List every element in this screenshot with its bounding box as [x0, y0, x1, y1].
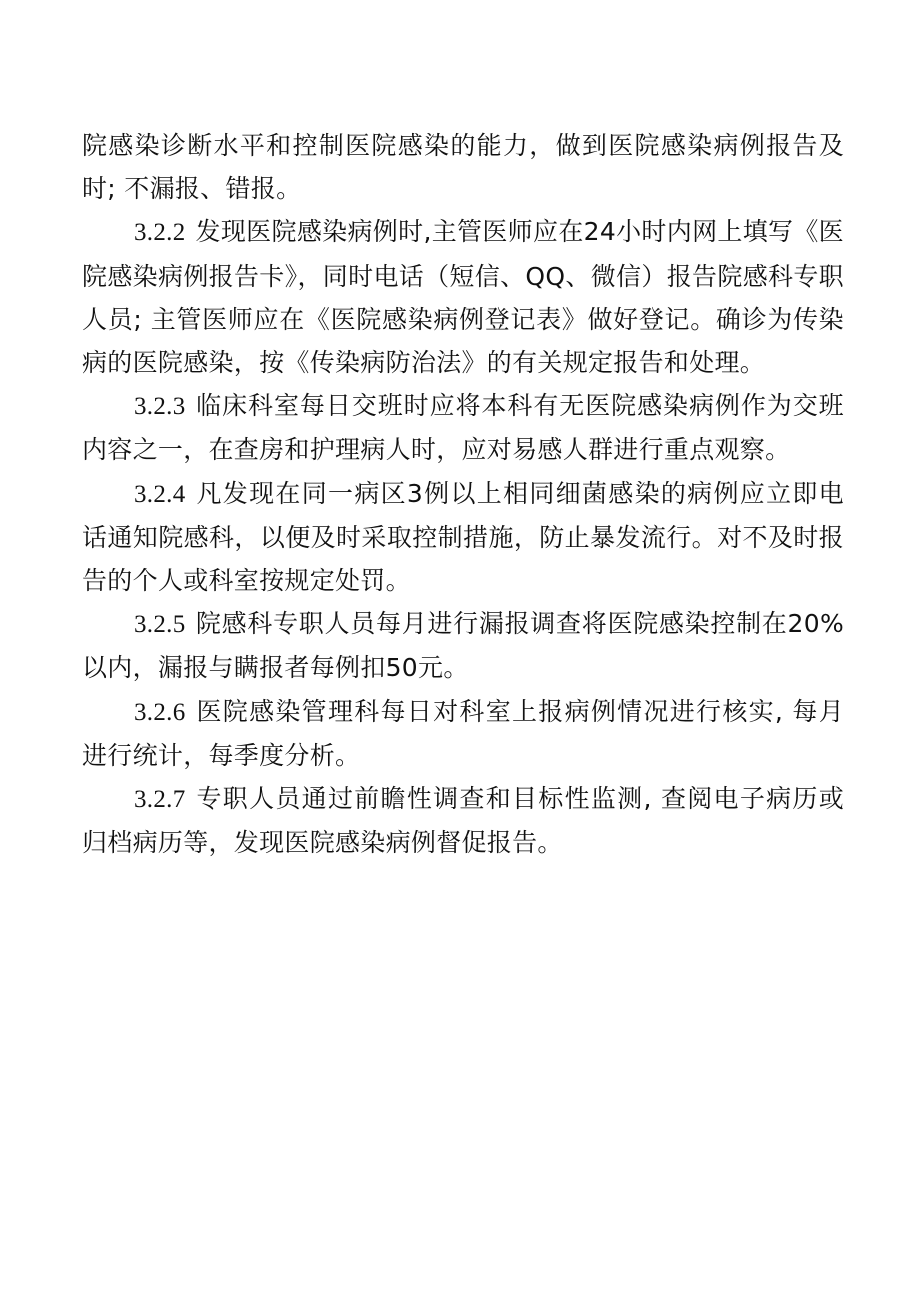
- paragraph-text: 院感科专职人员每月进行漏报调查将医院感染控制在20%以内，漏报与瞒报者每例扣50元。: [82, 609, 844, 683]
- paragraph-text: 发现医院感染病例时,主管医师应在24小时内网上填写《医院感染病例报告卡》，同时电话（短信、QQ、微信）报告院感科专职人员; 主管医师应在《医院感染病例登记表》做好登记。确诊为传染病的医院感染，按《传染病防治法》的有关规定报告和处理。: [82, 217, 844, 378]
- document-body: [82, 124, 844, 864]
- section-number: 3.2.7: [134, 786, 186, 814]
- paragraph-text: 专职人员通过前瞻性调查和目标性监测, 查阅电子病历或归档病历等，发现医院感染病例督促报告。: [82, 784, 844, 858]
- paragraph-continuation: [82, 124, 844, 210]
- paragraph-3-2-3: [82, 384, 844, 471]
- paragraph-3-2-2: [82, 210, 844, 384]
- section-number: 3.2.3: [134, 393, 186, 421]
- section-number: 3.2.2: [134, 219, 186, 247]
- section-number: 3.2.5: [134, 611, 186, 639]
- paragraph-3-2-7: [82, 777, 844, 864]
- paragraph-3-2-6: [82, 690, 844, 777]
- paragraph-text: 凡发现在同一病区3例以上相同细菌感染的病例应立即电话通知院感科，以便及时采取控制措施，防止暴发流行。对不及时报告的个人或科室按规定处罚。: [82, 478, 844, 596]
- paragraph-3-2-4: [82, 472, 844, 603]
- paragraph-text: 院感染诊断水平和控制医院感染的能力，做到医院感染病例报告及时; 不漏报、错报。: [82, 131, 844, 204]
- paragraph-text: 临床科室每日交班时应将本科有无医院感染病例作为交班内容之一，在查房和护理病人时，应对易感人群进行重点观察。: [82, 391, 844, 465]
- section-number: 3.2.6: [134, 698, 186, 726]
- section-number: 3.2.4: [134, 480, 186, 508]
- paragraph-text: 医院感染管理科每日对科室上报病例情况进行核实, 每月进行统计，每季度分析。: [82, 696, 844, 770]
- paragraph-3-2-5: [82, 602, 844, 689]
